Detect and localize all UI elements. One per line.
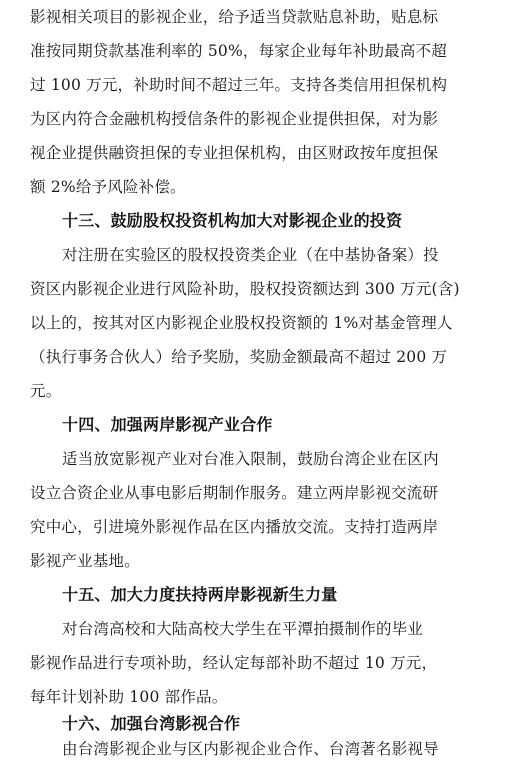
paragraph-line: 适当放宽影视产业对台准入限制，鼓励台湾企业在区内 [62,450,439,468]
paragraph-line: 准按同期贷款基准利率的 50%，每家企业每年补助最高不超 [30,42,447,60]
paragraph-line: （执行事务合伙人）给予奖励，奖励金额最高不超过 200 万 [30,348,448,366]
paragraph-line: 影视作品进行专项补助，经认定每部补助不超过 10 万元， [30,654,438,672]
paragraph-line: 资区内影视企业进行风险补助，股权投资额达到 300 万元(含) [30,280,460,298]
paragraph-line: 过 100 万元，补助时间不超过三年。支持各类信用担保机构 [30,76,448,94]
paragraph-line: 影视产业基地。 [30,552,140,570]
paragraph-line: 为区内符合金融机构授信条件的影视企业提供担保，对为影 [30,110,439,128]
paragraph-line: 影视相关项目的影视企业，给予适当贷款贴息补助，贴息标 [30,8,439,26]
paragraph-line: 视企业提供融资担保的专业担保机构，由区财政按年度担保 [30,144,439,162]
paragraph-line: 设立合资企业从事电影后期制作服务。建立两岸影视交流研 [30,484,439,502]
paragraph-line: 每年计划补助 100 部作品。 [30,688,228,706]
paragraph-line: 额 2%给予风险补偿。 [30,178,186,196]
paragraph-line: 元。 [30,382,62,400]
paragraph-line: 对台湾高校和大陆高校大学生在平潭拍摄制作的毕业 [62,620,424,638]
section-14-heading: 十四、加强两岸影视产业合作 [62,415,273,434]
section-16-heading: 十六、加强台湾影视合作 [62,714,241,733]
paragraph-line: 究中心，引进境外影视作品在区内播放交流。支持打造两岸 [30,518,439,536]
section-13-heading: 十三、鼓励股权投资机构加大对影视企业的投资 [62,211,403,230]
paragraph-line: 以上的，按其对区内影视企业股权投资额的 1%对基金管理人 [30,314,453,332]
section-15-heading: 十五、加大力度扶持两岸影视新生力量 [62,585,338,604]
paragraph-line: 由台湾影视企业与区内影视企业合作、台湾著名影视导 [62,740,439,758]
paragraph-line: 对注册在实验区的股权投资类企业（在中基协备案）投 [62,246,439,264]
